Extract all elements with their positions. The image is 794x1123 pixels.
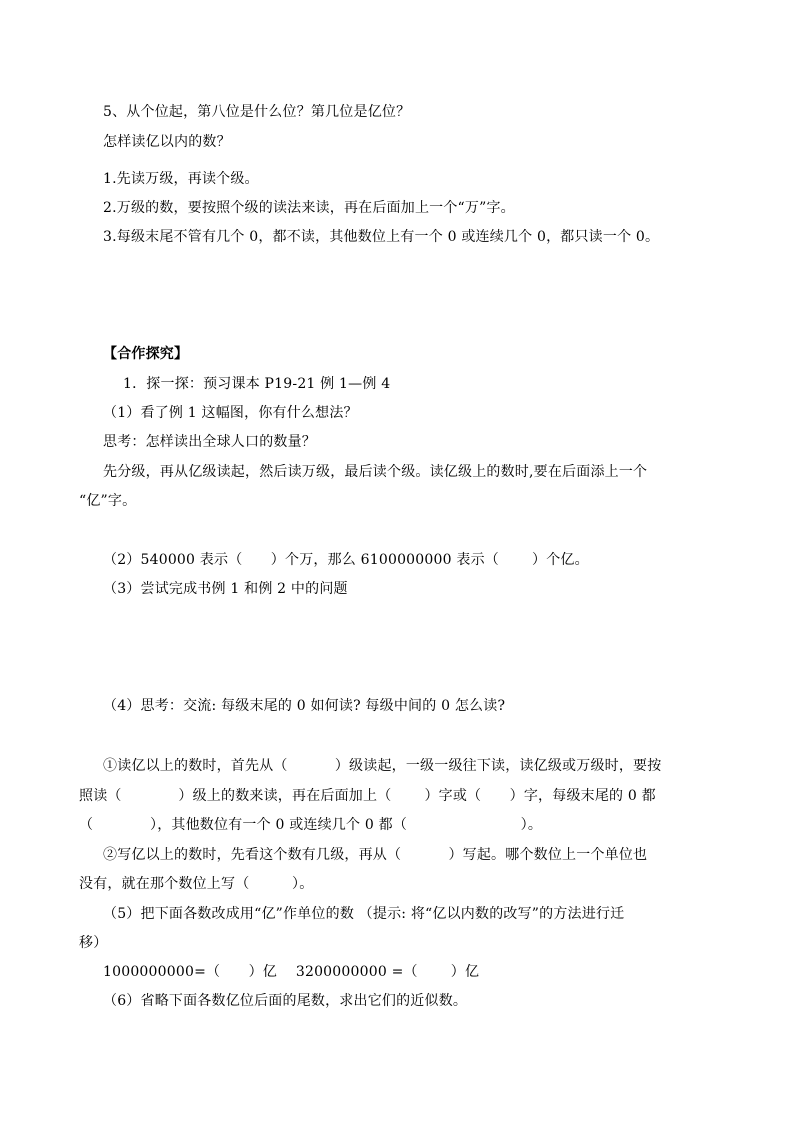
question-2: （2）540000 表示（ ）个万，那么 6100000000 表示（ ）个亿。 [103,552,589,568]
rule-b-line-1: ②写亿以上的数时，先看这个数有几级，再从（ ）写起。哪个数位上一个单位也 [103,847,648,863]
question-5-line-2: 移） [79,935,108,951]
how-to-read-heading: 怎样读亿以内的数？ [103,134,231,150]
item-1: 1．探一探：预习课本 P19-21 例 1—例 4 [123,376,391,392]
question-3: （3）尝试完成书例 1 和例 2 中的问题 [103,581,348,597]
answer-line-2: “亿”字。 [79,493,137,509]
question-4: （4）思考：交流: 每级末尾的 0 如何读? 每级中间的 0 怎么读? [103,698,506,714]
question-5: 5、从个位起，第八位是什么位？第几位是亿位？ [103,104,411,120]
rule-a-line-3: （ ），其他数位有一个 0 或连续几个 0 都（ ）。 [79,817,543,833]
rule-3: 3.每级末尾不管有几个 0，都不读，其他数位上有一个 0 或连续几个 0，都只读一个 0。 [103,229,660,245]
question-6: （6）省略下面各数亿位后面的尾数，求出它们的近似数。 [103,993,468,1009]
question-5-line-1: （5）把下面各数改成用“亿”作单位的数 （提示: 将“亿以内数的改写”的方法进行迁 [103,906,625,922]
question-1: （1）看了例 1 这幅图，你有什么想法？ [103,405,358,421]
think-prompt: 思考：怎样读出全球人口的数量？ [103,434,316,450]
rule-a-line-2: 照读（ ）级上的数来读，再在后面加上（ ）字或（ ）字，每级末尾的 0 都 [79,788,656,804]
section-heading: 【合作探究】 [103,346,189,362]
rule-1: 1.先读万级，再读个级。 [103,171,259,187]
conversion-line: 1000000000=（ ）亿 3200000000 =（ ）亿 [103,964,480,980]
rule-b-line-2: 没有，就在那个数位上写（ ）。 [79,876,314,892]
rule-2: 2.万级的数，要按照个级的读法来读，再在后面加上一个“万”字。 [103,200,515,216]
answer-line-1: 先分级，再从亿级读起，然后读万级，最后读个级。读亿级上的数时,要在后面添上一个 [103,464,648,480]
rule-a-line-1: ①读亿以上的数时，首先从（ ）级读起，一级一级往下读，读亿级或万级时，要按 [103,758,662,774]
